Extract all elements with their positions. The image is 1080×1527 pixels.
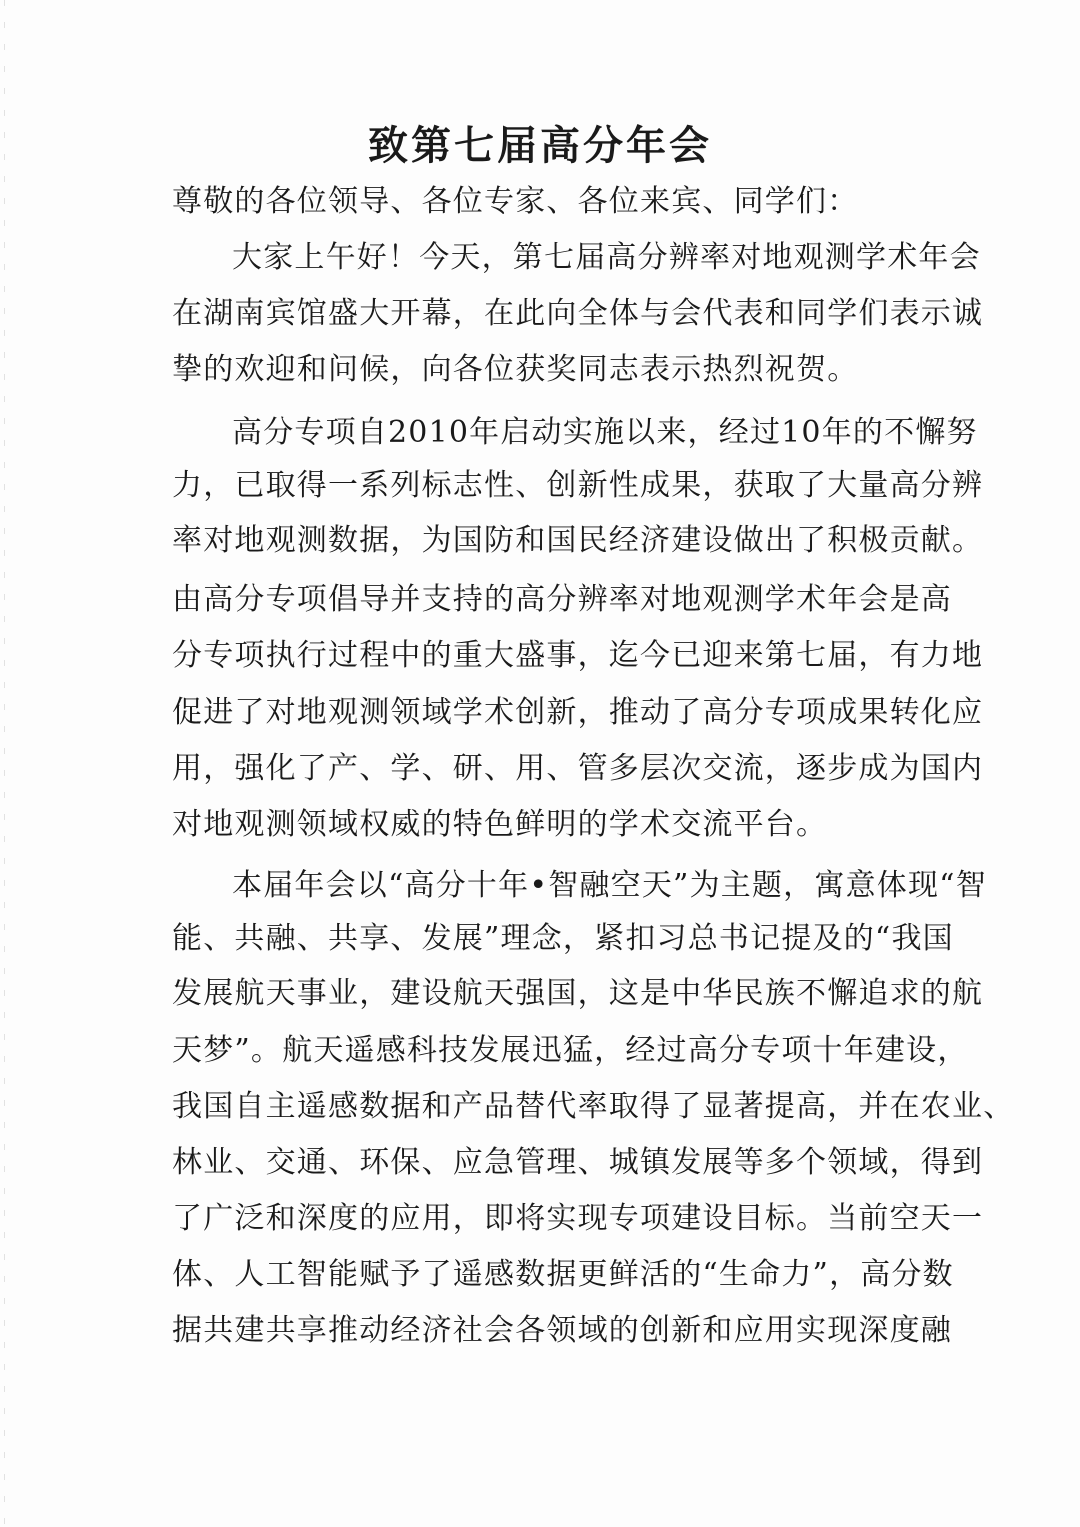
paragraph-line: 挚的欢迎和问候，向各位获奖同志表示热烈祝贺。 xyxy=(172,352,859,387)
paragraph-line: 体、人工智能赋予了遥感数据更鲜活的“生命力”，高分数 xyxy=(172,1257,954,1292)
paragraph-line: 本届年会以“高分十年•智融空天”为主题，寓意体现“智 xyxy=(232,868,987,903)
paragraph-line: 能、共融、共享、发展”理念，紧扣习总书记提及的“我国 xyxy=(172,921,954,956)
document-title: 致第七届高分年会 xyxy=(368,122,712,169)
paragraph-line: 在湖南宾馆盛大开幕，在此向全体与会代表和同学们表示诚 xyxy=(172,296,984,331)
paragraph-line: 对地观测领域权威的特色鲜明的学术交流平台。 xyxy=(172,807,828,842)
paragraph-line: 了广泛和深度的应用，即将实现专项建设目标。当前空天一 xyxy=(172,1201,984,1236)
paragraph-line: 分专项执行过程中的重大盛事，迄今已迎来第七届，有力地 xyxy=(172,638,984,673)
paragraph-line: 天梦”。航天遥感科技发展迅猛，经过高分专项十年建设， xyxy=(172,1033,969,1068)
paragraph-line: 由高分专项倡导并支持的高分辨率对地观测学术年会是高 xyxy=(172,582,952,617)
paragraph-line: 力，已取得一系列标志性、创新性成果，获取了大量高分辨 xyxy=(172,468,984,503)
paragraph-line: 据共建共享推动经济社会各领域的创新和应用实现深度融 xyxy=(172,1313,952,1348)
paragraph-line: 发展航天事业，建设航天强国，这是中华民族不懈追求的航 xyxy=(172,976,984,1011)
scan-edge-artifact xyxy=(4,0,5,1527)
paragraph-line: 高分专项自2010年启动实施以来，经过10年的不懈努 xyxy=(232,415,978,450)
salutation: 尊敬的各位领导、各位专家、各位来宾、同学们： xyxy=(172,184,859,219)
paragraph-line: 我国自主遥感数据和产品替代率取得了显著提高，并在农业、 xyxy=(172,1089,1015,1124)
paragraph-line: 大家上午好！今天，第七届高分辨率对地观测学术年会 xyxy=(232,240,981,275)
paragraph-line: 率对地观测数据，为国防和国民经济建设做出了积极贡献。 xyxy=(172,523,984,558)
paragraph-line: 促进了对地观测领域学术创新，推动了高分专项成果转化应 xyxy=(172,695,984,730)
paragraph-line: 林业、交通、环保、应急管理、城镇发展等多个领域，得到 xyxy=(172,1145,984,1180)
paragraph-line: 用，强化了产、学、研、用、管多层次交流，逐步成为国内 xyxy=(172,751,984,786)
